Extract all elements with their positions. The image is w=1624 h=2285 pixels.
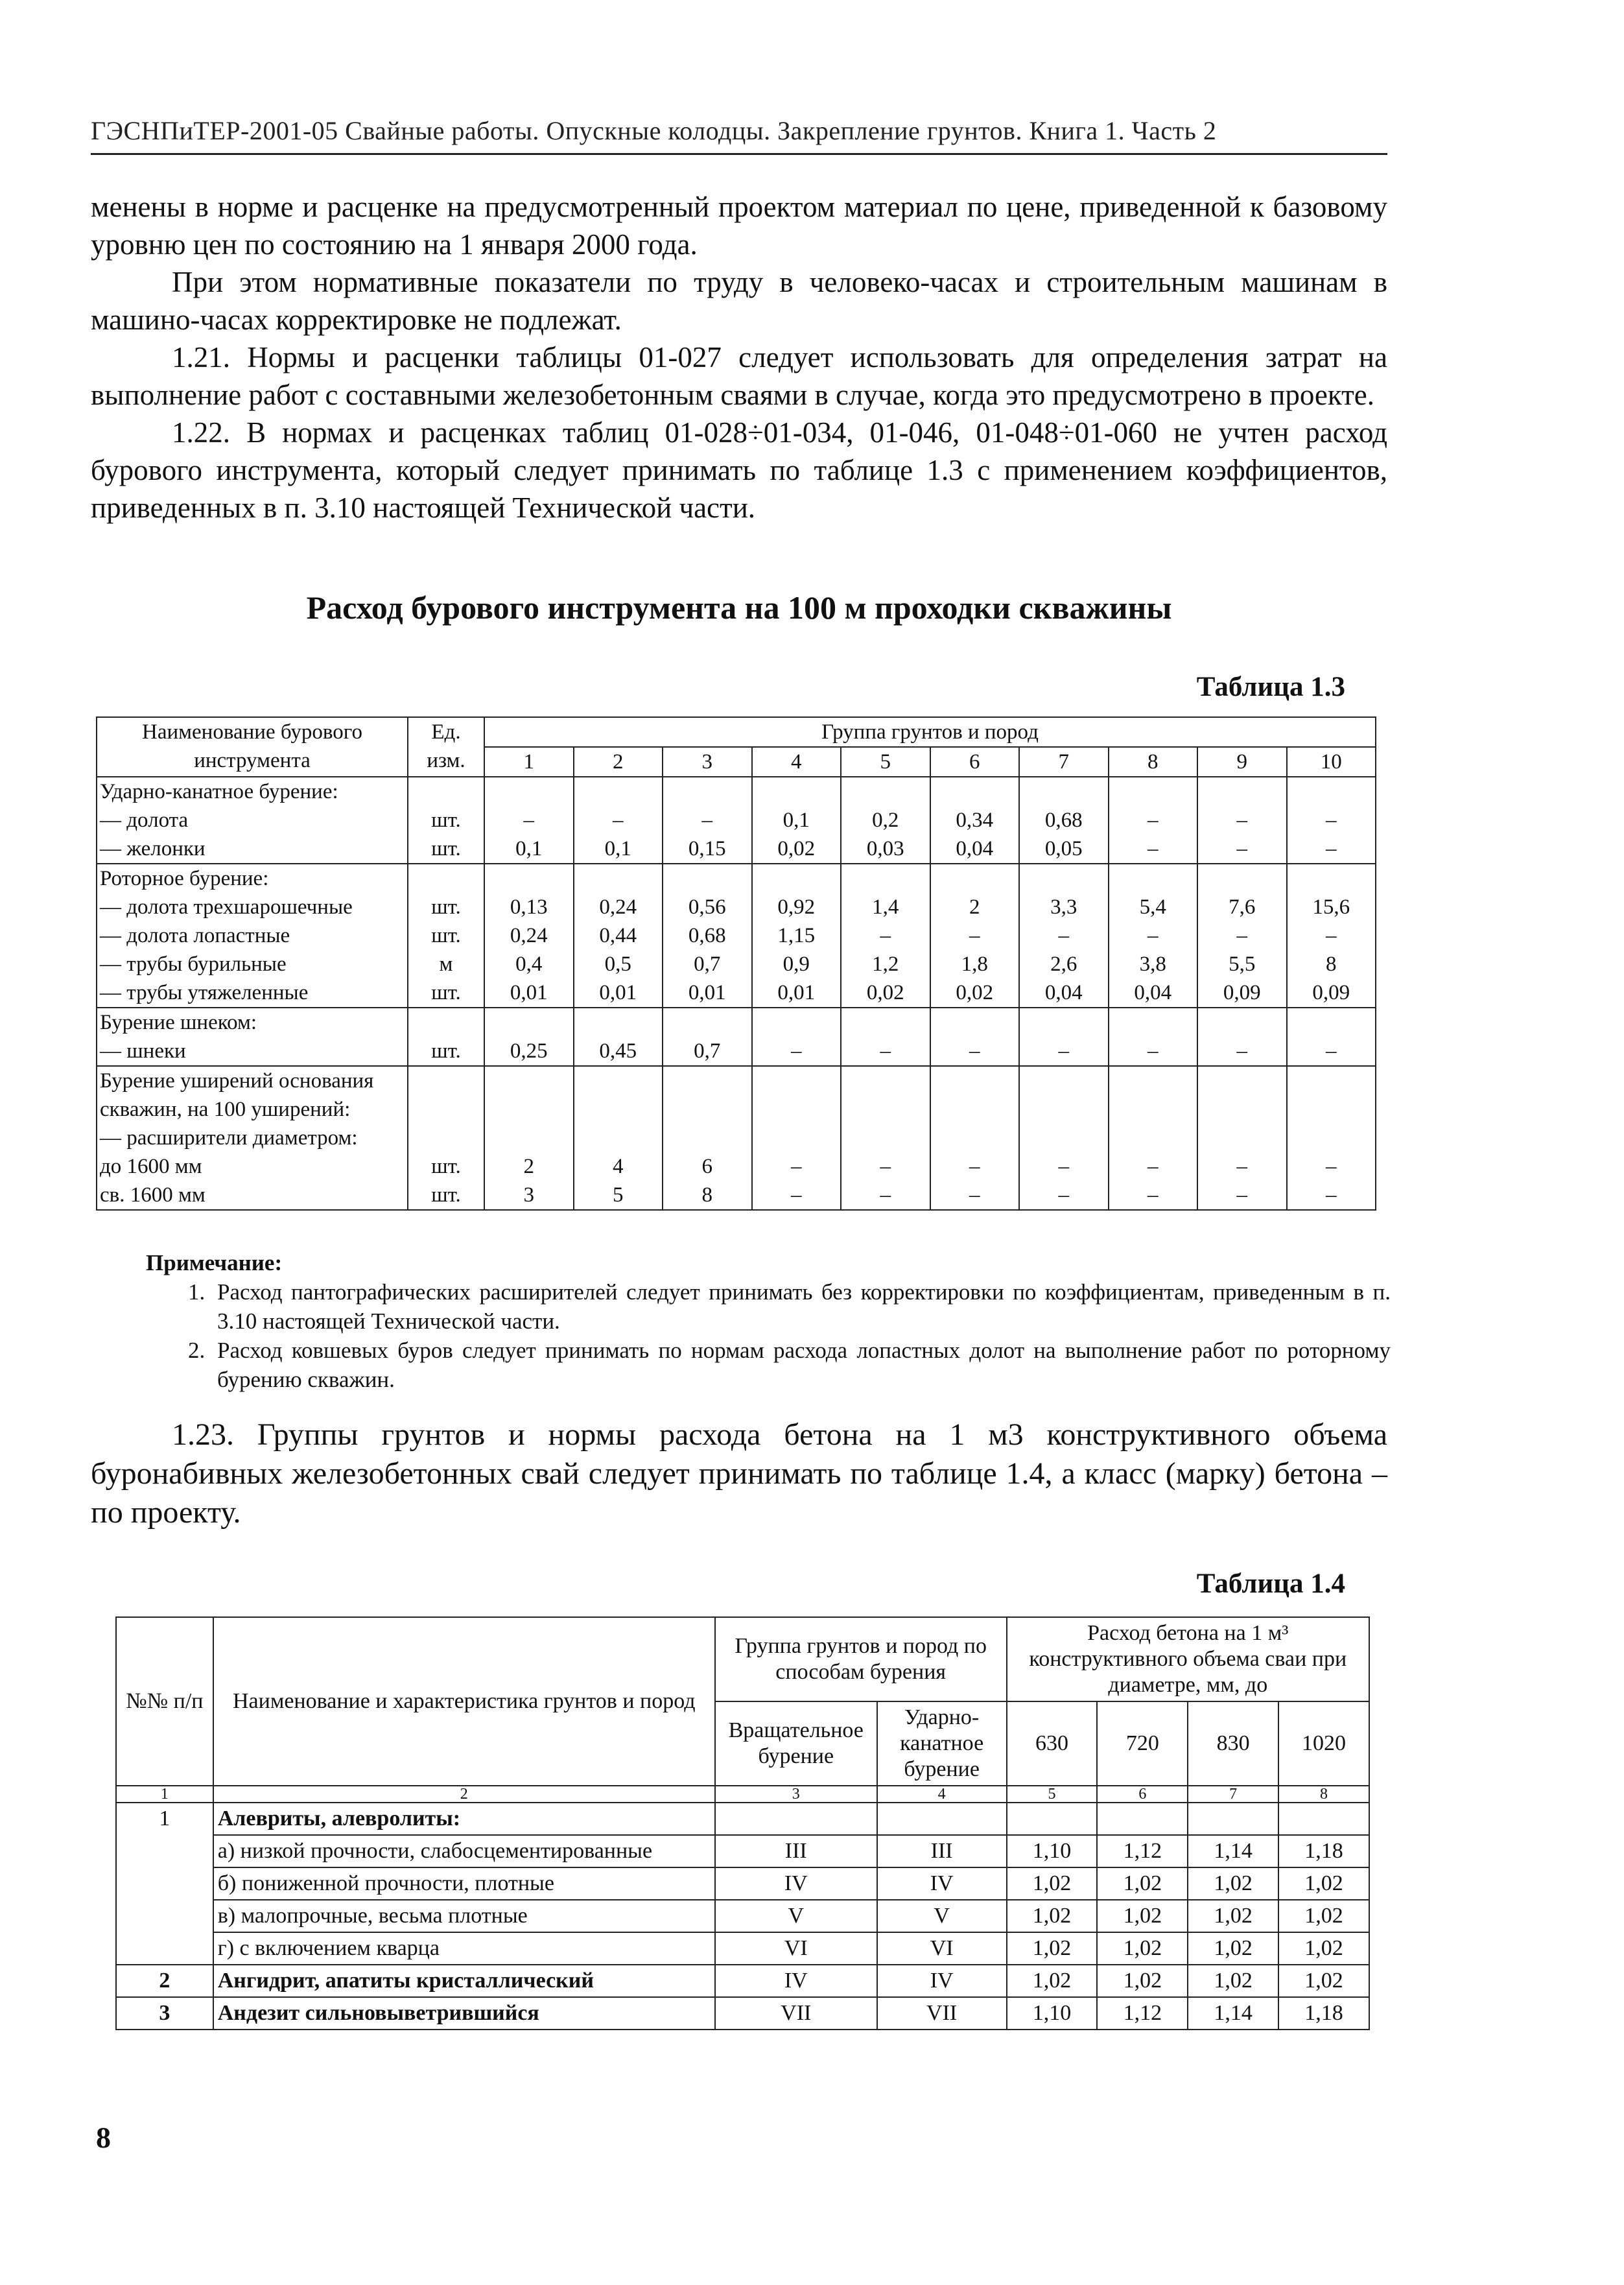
tool-unit: шт. — [408, 921, 484, 950]
tool-value: 5 — [574, 1181, 663, 1210]
header-tool-name: Наименование бурового инструмента — [97, 717, 408, 777]
empty-cell — [1188, 1803, 1278, 1835]
row-number: 3 — [116, 1997, 213, 2030]
tool-value: – — [841, 1037, 930, 1066]
tool-value: – — [1287, 835, 1376, 864]
group-number: 5 — [841, 747, 930, 777]
rotary-group: V — [715, 1900, 877, 1932]
empty-cell — [877, 1803, 1007, 1835]
tool-value: – — [1197, 921, 1287, 950]
section-title-cell: Бурение уширений основания скважин, на 100 уширений: — [97, 1066, 408, 1124]
intro-text — [91, 188, 1387, 527]
empty-cell — [663, 777, 752, 806]
concrete-value: 1,02 — [1097, 1965, 1188, 1997]
tool-value: – — [1019, 1152, 1109, 1181]
tool-value: 5,5 — [1197, 950, 1287, 978]
soil-name: а) низкой прочности, слабосцементированные — [213, 1835, 715, 1867]
concrete-value: 1,18 — [1278, 1835, 1369, 1867]
tool-unit: шт. — [408, 1181, 484, 1210]
concrete-value: 1,10 — [1007, 1997, 1098, 2030]
row-number: 1 — [116, 1803, 213, 1965]
tool-value: – — [1109, 1152, 1198, 1181]
tool-value: 0,44 — [574, 921, 663, 950]
paragraph-labor: При этом нормативные показатели по труду в человеко-часах и строительным машинам в машино-часах корректировке не подлежат. — [91, 266, 1387, 336]
empty-cell — [841, 1124, 930, 1152]
tool-value: 0,68 — [663, 921, 752, 950]
empty-cell — [1019, 864, 1109, 893]
column-index: 6 — [1097, 1786, 1188, 1803]
percussion-group: VI — [877, 1932, 1007, 1965]
tool-value: 3,8 — [1109, 950, 1198, 978]
concrete-value: 1,02 — [1278, 1932, 1369, 1965]
empty-cell — [1109, 1124, 1198, 1152]
tool-value: – — [1197, 835, 1287, 864]
empty-cell — [1007, 1803, 1098, 1835]
empty-cell — [663, 1124, 752, 1152]
table-row — [97, 978, 1376, 1008]
notes-title: Примечание: — [146, 1250, 283, 1275]
tool-value: 0,4 — [484, 950, 574, 978]
header-number: №№ п/п — [116, 1617, 213, 1786]
tool-value: 0,04 — [1019, 978, 1109, 1008]
tool-value: 0,05 — [1019, 835, 1109, 864]
tool-name: до 1600 мм — [97, 1152, 408, 1181]
tool-value: 1,8 — [930, 950, 1020, 978]
percussion-group: VII — [877, 1997, 1007, 2030]
soil-name: Андезит сильновыветрившийся — [213, 1997, 715, 2030]
table-row — [97, 893, 1376, 921]
tool-value: 1,2 — [841, 950, 930, 978]
header-diameter: 1020 — [1278, 1701, 1369, 1786]
percussion-group: IV — [877, 1965, 1007, 1997]
empty-cell — [574, 864, 663, 893]
empty-cell — [574, 1008, 663, 1037]
tool-value: 0,68 — [1019, 806, 1109, 835]
soil-name: в) малопрочные, весьма плотные — [213, 1900, 715, 1932]
tool-unit: шт. — [408, 806, 484, 835]
tool-value: – — [1287, 921, 1376, 950]
tool-name: — трубы бурильные — [97, 950, 408, 978]
table-1-3-label: Таблица 1.3 — [1196, 672, 1345, 702]
tool-value: – — [841, 921, 930, 950]
tool-value: – — [1197, 1037, 1287, 1066]
table-row — [97, 1181, 1376, 1210]
tool-value: – — [841, 1181, 930, 1210]
empty-cell — [484, 777, 574, 806]
tool-value: 0,03 — [841, 835, 930, 864]
header-percussion: Ударно-канатное бурение — [877, 1701, 1007, 1786]
tool-value: 6 — [663, 1152, 752, 1181]
group-number: 10 — [1287, 747, 1376, 777]
tool-value: – — [1109, 806, 1198, 835]
paragraph-continuation: менены в норме и расценке на предусмотренный проектом материал по цене, приведенной к базовому уровню цен по состоянию на 1 января 2000 года. — [91, 191, 1387, 261]
soil-group-title: Алевриты, алевролиты: — [213, 1803, 715, 1835]
tool-unit: шт. — [408, 1037, 484, 1066]
soil-name: г) с включением кварца — [213, 1932, 715, 1965]
table-row — [97, 921, 1376, 950]
tool-unit: м — [408, 950, 484, 978]
empty-cell — [663, 1008, 752, 1037]
empty-cell — [408, 864, 484, 893]
tool-value: 0,24 — [574, 893, 663, 921]
table-row — [97, 1152, 1376, 1181]
header-rule — [91, 153, 1387, 155]
tool-value: – — [1287, 806, 1376, 835]
empty-cell — [930, 864, 1020, 893]
tool-value: 15,6 — [1287, 893, 1376, 921]
tool-value: 0,7 — [663, 1037, 752, 1066]
group-number: 8 — [1109, 747, 1198, 777]
tool-value: – — [841, 1152, 930, 1181]
header-diameter: 630 — [1007, 1701, 1098, 1786]
empty-cell — [1287, 1008, 1376, 1037]
tool-value: – — [1197, 1152, 1287, 1181]
tool-value: 3,3 — [1019, 893, 1109, 921]
empty-cell — [574, 1066, 663, 1124]
notes — [146, 1248, 1391, 1394]
note-item: 1. Расход пантографических расширителей следует принимать без корректировки по коэффициентам, приведенным в п. 3.10 настоящей Технической части. — [211, 1277, 1391, 1336]
rotary-group: III — [715, 1835, 877, 1867]
table-row — [116, 1965, 1369, 1997]
tool-value: – — [1287, 1037, 1376, 1066]
empty-cell — [663, 1066, 752, 1124]
section-subtitle-row — [97, 1124, 1376, 1152]
column-index: 8 — [1278, 1786, 1369, 1803]
tool-unit: шт. — [408, 893, 484, 921]
table-1-4-label: Таблица 1.4 — [1196, 1569, 1345, 1599]
empty-cell — [1287, 1066, 1376, 1124]
concrete-value: 1,02 — [1188, 1900, 1278, 1932]
note-item: 2. Расход ковшевых буров следует принимать по нормам расхода лопастных долот на выполнение работ по роторному бурению скважин. — [211, 1336, 1391, 1394]
tool-unit: шт. — [408, 1152, 484, 1181]
paragraph-1-22: 1.22. В нормах и расценках таблиц 01-028÷01-034, 01-046, 01-048÷01-060 не учтен расход бурового инструмента, который следует принимать по таблице 1.3 с применением коэффициентов, приведенных в п. 3.10 настоящей Технической части. — [91, 416, 1387, 524]
tool-value: 0,01 — [574, 978, 663, 1008]
tool-value: 0,9 — [752, 950, 841, 978]
concrete-value: 1,02 — [1007, 1932, 1098, 1965]
tool-value: 0,1 — [574, 835, 663, 864]
concrete-value: 1,14 — [1188, 1997, 1278, 2030]
concrete-value: 1,02 — [1188, 1867, 1278, 1900]
soil-name: Ангидрит, апатиты кристаллический — [213, 1965, 715, 1997]
paragraph-1-23-block — [91, 1415, 1387, 1532]
tool-value: – — [1109, 835, 1198, 864]
empty-cell — [484, 1008, 574, 1037]
empty-cell — [1109, 1008, 1198, 1037]
empty-cell — [1287, 777, 1376, 806]
tool-name: — долота — [97, 806, 408, 835]
tool-value: 8 — [1287, 950, 1376, 978]
table-row — [97, 806, 1376, 835]
concrete-value: 1,02 — [1097, 1867, 1188, 1900]
empty-cell — [1287, 864, 1376, 893]
tool-value: – — [930, 1037, 1020, 1066]
empty-cell — [484, 1124, 574, 1152]
empty-cell — [1109, 864, 1198, 893]
empty-cell — [930, 1008, 1020, 1037]
row-number: 2 — [116, 1965, 213, 1997]
table-row — [116, 1900, 1369, 1932]
tool-value: – — [574, 806, 663, 835]
empty-cell — [1197, 777, 1287, 806]
group-number: 7 — [1019, 747, 1109, 777]
section-title-cell: Бурение шнеком: — [97, 1008, 408, 1037]
concrete-value: 1,18 — [1278, 1997, 1369, 2030]
empty-cell — [484, 864, 574, 893]
table-row — [116, 1997, 1369, 2030]
empty-cell — [1109, 777, 1198, 806]
tool-value: – — [1287, 1152, 1376, 1181]
header-concrete: Расход бетона на 1 м³ конструктивного объема сваи при диаметре, мм, до — [1007, 1617, 1369, 1701]
empty-cell — [1109, 1066, 1198, 1124]
tool-value: – — [484, 806, 574, 835]
tool-name: св. 1600 мм — [97, 1181, 408, 1210]
empty-cell — [408, 1124, 484, 1152]
empty-cell — [574, 777, 663, 806]
tool-value: 0,92 — [752, 893, 841, 921]
concrete-value: 1,12 — [1097, 1835, 1188, 1867]
tool-value: – — [1019, 1181, 1109, 1210]
tool-value: 1,15 — [752, 921, 841, 950]
tool-value: 2,6 — [1019, 950, 1109, 978]
concrete-value: 1,02 — [1007, 1965, 1098, 1997]
concrete-value: 1,02 — [1188, 1932, 1278, 1965]
section-title-cell: Ударно-канатное бурение: — [97, 777, 408, 806]
group-number: 6 — [930, 747, 1020, 777]
tool-value: – — [663, 806, 752, 835]
empty-cell — [1197, 1008, 1287, 1037]
column-index: 5 — [1007, 1786, 1098, 1803]
tool-value: 0,2 — [841, 806, 930, 835]
empty-cell — [752, 864, 841, 893]
table-row — [97, 835, 1376, 864]
empty-cell — [1019, 1066, 1109, 1124]
tool-unit: шт. — [408, 835, 484, 864]
tool-value: – — [1197, 806, 1287, 835]
column-index: 2 — [213, 1786, 715, 1803]
tool-value: 8 — [663, 1181, 752, 1210]
tool-value: 0,15 — [663, 835, 752, 864]
header-unit: Ед. изм. — [408, 717, 484, 777]
group-number: 2 — [574, 747, 663, 777]
empty-cell — [841, 1066, 930, 1124]
tool-value: – — [752, 1152, 841, 1181]
running-header: ГЭСНПиТЕР-2001-05 Свайные работы. Опускные колодцы. Закрепление грунтов. Книга 1. Часть 2 — [91, 116, 1217, 145]
tool-value: 0,01 — [484, 978, 574, 1008]
section-title: Расход бурового инструмента на 100 м проходки скважины — [306, 589, 1172, 626]
empty-cell — [1019, 1124, 1109, 1152]
concrete-value: 1,14 — [1188, 1835, 1278, 1867]
drilling-tool-table — [96, 716, 1376, 1211]
header-diameter: 830 — [1188, 1701, 1278, 1786]
tool-value: 0,04 — [930, 835, 1020, 864]
table-row — [116, 1867, 1369, 1900]
rotary-group: VII — [715, 1997, 877, 2030]
tool-value: – — [930, 1152, 1020, 1181]
group-number: 3 — [663, 747, 752, 777]
header-soil-group: Группа грунтов и пород — [484, 717, 1376, 747]
tool-value: 0,02 — [752, 835, 841, 864]
empty-cell — [752, 777, 841, 806]
empty-cell — [1287, 1124, 1376, 1152]
empty-cell — [1097, 1803, 1188, 1835]
tool-value: 1,4 — [841, 893, 930, 921]
section-title-row — [97, 1066, 1376, 1124]
column-index: 7 — [1188, 1786, 1278, 1803]
tool-value: 7,6 — [1197, 893, 1287, 921]
tool-unit: шт. — [408, 978, 484, 1008]
tool-value: – — [1287, 1181, 1376, 1210]
empty-cell — [1197, 1066, 1287, 1124]
concrete-value: 1,02 — [1188, 1965, 1278, 1997]
tool-value: 0,02 — [841, 978, 930, 1008]
concrete-consumption-table — [115, 1616, 1370, 2030]
empty-cell — [841, 777, 930, 806]
tool-value: 0,1 — [484, 835, 574, 864]
column-index: 1 — [116, 1786, 213, 1803]
tool-value: 3 — [484, 1181, 574, 1210]
tool-name: — шнеки — [97, 1037, 408, 1066]
empty-cell — [752, 1008, 841, 1037]
column-index: 4 — [877, 1786, 1007, 1803]
tool-value: 2 — [930, 893, 1020, 921]
table-row — [97, 950, 1376, 978]
concrete-value: 1,10 — [1007, 1835, 1098, 1867]
column-index: 3 — [715, 1786, 877, 1803]
tool-value: 0,1 — [752, 806, 841, 835]
empty-cell — [663, 864, 752, 893]
tool-value: – — [1109, 1037, 1198, 1066]
tool-value: 0,02 — [930, 978, 1020, 1008]
group-number: 4 — [752, 747, 841, 777]
group-number: 9 — [1197, 747, 1287, 777]
tool-value: 2 — [484, 1152, 574, 1181]
tool-value: 0,13 — [484, 893, 574, 921]
table-row — [116, 1932, 1369, 1965]
tool-value: 0,09 — [1287, 978, 1376, 1008]
empty-cell — [574, 1124, 663, 1152]
empty-cell — [484, 1066, 574, 1124]
tool-value: – — [930, 921, 1020, 950]
tool-value: 0,34 — [930, 806, 1020, 835]
section-title-row — [97, 777, 1376, 806]
empty-cell — [841, 1008, 930, 1037]
tool-value: – — [752, 1037, 841, 1066]
section-title-cell: Роторное бурение: — [97, 864, 408, 893]
table-row — [97, 1037, 1376, 1066]
tool-value: – — [1197, 1181, 1287, 1210]
tool-name: — желонки — [97, 835, 408, 864]
empty-cell — [408, 777, 484, 806]
tool-value: 5,4 — [1109, 893, 1198, 921]
tool-value: – — [1109, 1181, 1198, 1210]
concrete-value: 1,02 — [1007, 1900, 1098, 1932]
tool-value: 0,25 — [484, 1037, 574, 1066]
concrete-value: 1,02 — [1278, 1900, 1369, 1932]
section-title-row — [97, 1008, 1376, 1037]
empty-cell — [1019, 1008, 1109, 1037]
empty-cell — [841, 864, 930, 893]
page-number: 8 — [96, 2121, 111, 2154]
soil-name: б) пониженной прочности, плотные — [213, 1867, 715, 1900]
empty-cell — [930, 777, 1020, 806]
tool-value: 0,45 — [574, 1037, 663, 1066]
empty-cell — [1278, 1803, 1369, 1835]
percussion-group: IV — [877, 1867, 1007, 1900]
concrete-value: 1,12 — [1097, 1997, 1188, 2030]
rotary-group: IV — [715, 1867, 877, 1900]
tool-value: 0,24 — [484, 921, 574, 950]
tool-value: 0,09 — [1197, 978, 1287, 1008]
header-diameter: 720 — [1097, 1701, 1188, 1786]
rotary-group: VI — [715, 1932, 877, 1965]
tool-value: 0,04 — [1109, 978, 1198, 1008]
section-subtitle-cell: — расширители диаметром: — [97, 1124, 408, 1152]
empty-cell — [1197, 1124, 1287, 1152]
concrete-value: 1,02 — [1097, 1900, 1188, 1932]
tool-value: 0,5 — [574, 950, 663, 978]
empty-cell — [930, 1124, 1020, 1152]
concrete-value: 1,02 — [1278, 1867, 1369, 1900]
tool-value: 0,7 — [663, 950, 752, 978]
concrete-value: 1,02 — [1097, 1932, 1188, 1965]
empty-cell — [715, 1803, 877, 1835]
tool-value: 4 — [574, 1152, 663, 1181]
tool-name: — долота трехшарошечные — [97, 893, 408, 921]
empty-cell — [408, 1008, 484, 1037]
empty-cell — [408, 1066, 484, 1124]
empty-cell — [752, 1066, 841, 1124]
header-drilling-group: Группа грунтов и пород по способам бурения — [715, 1617, 1007, 1701]
tool-value: – — [930, 1181, 1020, 1210]
group-number: 1 — [484, 747, 574, 777]
empty-cell — [1197, 864, 1287, 893]
tool-name: — долота лопастные — [97, 921, 408, 950]
table-header-row — [97, 717, 1376, 747]
percussion-group: III — [877, 1835, 1007, 1867]
notes-list — [146, 1277, 1391, 1394]
tool-name: — трубы утяжеленные — [97, 978, 408, 1008]
tool-value: – — [1109, 921, 1198, 950]
tool-value: – — [752, 1181, 841, 1210]
concrete-value: 1,02 — [1278, 1965, 1369, 1997]
tool-value: – — [1019, 1037, 1109, 1066]
empty-cell — [930, 1066, 1020, 1124]
header-soil-name: Наименование и характеристика грунтов и пород — [213, 1617, 715, 1786]
tool-value: 0,56 — [663, 893, 752, 921]
tool-value: – — [1019, 921, 1109, 950]
percussion-group: V — [877, 1900, 1007, 1932]
tool-value: 0,01 — [752, 978, 841, 1008]
paragraph-1-23: 1.23. Группы грунтов и нормы расхода бетона на 1 м3 конструктивного объема буронабивных железобетонных свай следует принимать по таблице 1.4, а класс (марку) бетона – по проекту. — [91, 1417, 1387, 1530]
table-row — [116, 1835, 1369, 1867]
paragraph-1-21: 1.21. Нормы и расценки таблицы 01-027 следует использовать для определения затрат на выполнение работ с составными железобетонным сваями в случае, когда это предусмотрено в проекте. — [91, 341, 1387, 411]
tool-value: 0,01 — [663, 978, 752, 1008]
concrete-value: 1,02 — [1007, 1867, 1098, 1900]
rotary-group: IV — [715, 1965, 877, 1997]
section-title-row — [97, 864, 1376, 893]
header-rotary: Вращательное бурение — [715, 1701, 877, 1786]
empty-cell — [752, 1124, 841, 1152]
empty-cell — [1019, 777, 1109, 806]
